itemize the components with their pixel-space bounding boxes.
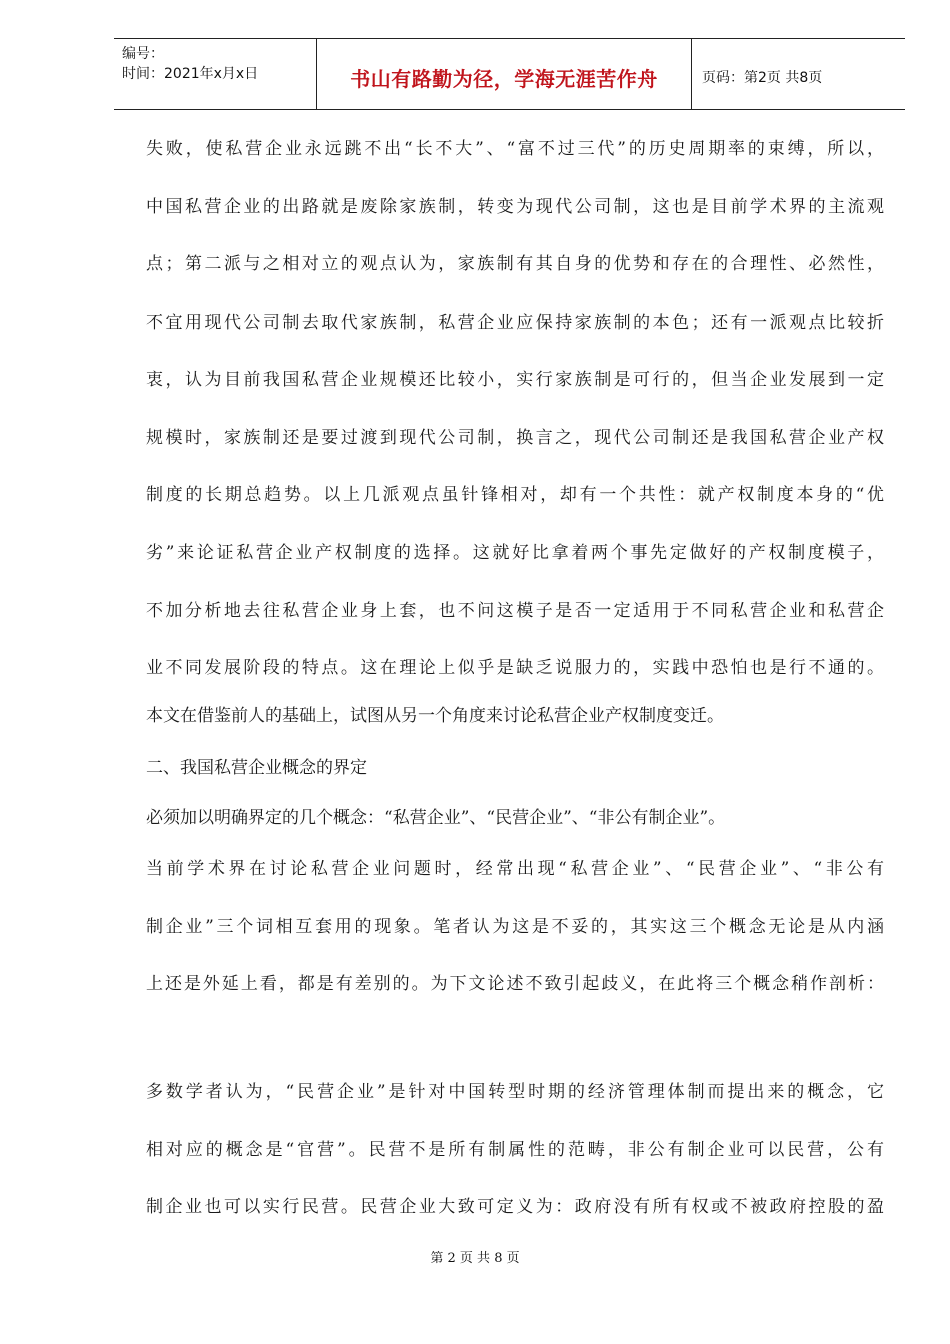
header-page-cell (692, 39, 905, 109)
text-line: 本文在借鉴前人的基础上，试图从另一个角度来讨论私营企业产权制度变迁。 (146, 706, 724, 726)
text-line: 劣”来论证私营企业产权制度的选择。这就好比拿着两个事先定做好的产权制度模子， (146, 543, 884, 563)
text-line: 多数学者认为，“民营企业”是针对中国转型时期的经济管理体制而提出来的概念，它 (146, 1082, 884, 1102)
text-line: 制企业也可以实行民营。民营企业大致可定义为：政府没有所有权或不被政府控股的盈 (146, 1197, 884, 1217)
document-time-label: 时间：2021年x月x日 (122, 66, 259, 82)
page-header (114, 38, 905, 110)
page-footer: 第 2 页 共 8 页 (430, 1251, 520, 1266)
text-line: 点；第二派与之相对立的观点认为，家族制有其自身的优势和存在的合理性、必然性， (146, 254, 884, 274)
text-line: 衷，认为目前我国私营企业规模还比较小，实行家族制是可行的，但当企业发展到一定 (146, 370, 884, 390)
document-number-label: 编号： (122, 46, 164, 62)
text-line: 规模时，家族制还是要过渡到现代公司制，换言之，现代公司制还是我国私营企业产权 (146, 428, 884, 448)
text-line: 制度的长期总趋势。以上几派观点虽针锋相对，却有一个共性：就产权制度本身的“优 (146, 485, 884, 505)
text-line: 失败，使私营企业永远跳不出“长不大”、“富不过三代”的历史周期率的束缚，所以， (146, 139, 884, 159)
text-line: 业不同发展阶段的特点。这在理论上似乎是缺乏说服力的，实践中恐怕也是行不通的。 (146, 658, 884, 678)
header-info-cell (114, 39, 317, 109)
text-line: 中国私营企业的出路就是废除家族制，转变为现代公司制，这也是目前学术界的主流观 (146, 197, 884, 217)
header-motto: 书山有路勤为径，学海无涯苦作舟 (350, 67, 658, 91)
text-line: 必须加以明确界定的几个概念：“私营企业”、“民营企业”、“非公有制企业”。 (146, 808, 726, 828)
text-line: 当前学术界在讨论私营企业问题时，经常出现“私营企业”、“民营企业”、“非公有 (146, 859, 884, 879)
header-page-number: 页码：第2页 共8页 (702, 70, 823, 86)
text-line: 制企业”三个词相互套用的现象。笔者认为这是不妥的，其实这三个概念无论是从内涵 (146, 917, 884, 937)
header-motto-cell (317, 39, 692, 109)
section-heading: 二、我国私营企业概念的界定 (146, 758, 367, 778)
text-line: 相对应的概念是“官营”。民营不是所有制属性的范畴，非公有制企业可以民营，公有 (146, 1140, 884, 1160)
text-line: 上还是外延上看，都是有差别的。为下文论述不致引起歧义，在此将三个概念稍作剖析： (146, 974, 884, 994)
text-line: 不加分析地去往私营企业身上套，也不问这模子是否一定适用于不同私营企业和私营企 (146, 601, 884, 621)
text-line: 不宜用现代公司制去取代家族制，私营企业应保持家族制的本色；还有一派观点比较折 (146, 313, 884, 333)
